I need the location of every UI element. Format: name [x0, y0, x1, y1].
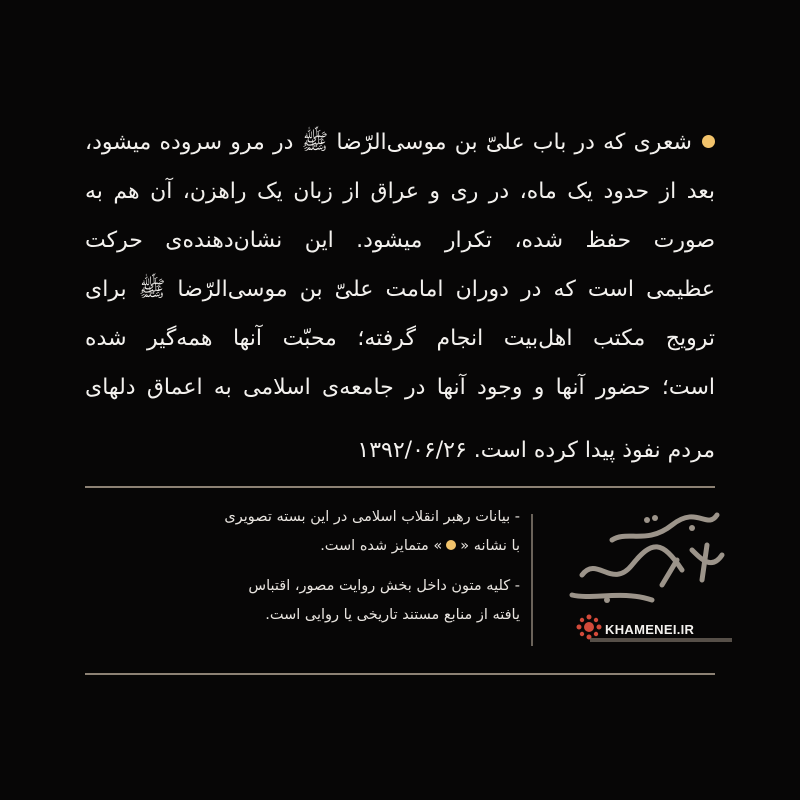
top-divider	[85, 486, 715, 488]
site-label: KHAMENEI.IR	[605, 622, 695, 637]
quote-line-7: مردم نفوذ پیدا کرده است. ۱۳۹۲/۰۶/۲۶	[357, 438, 715, 463]
quote-line-3: صورت حفظ شده، تکرار میشود. این نشان‌دهنده‌ی حرکت	[85, 228, 715, 253]
vertical-divider	[531, 514, 533, 646]
quote-line-5: ترویج مکتب اهل‌بیت انجام گرفته؛ محبّت آنها همه‌گیر شده	[85, 326, 715, 351]
quote-line-1-text: شعری که در باب علیّ بن موسی‌الرّضا ﷺ در مرو سروده میشود،	[85, 130, 692, 155]
logo-subline	[590, 638, 732, 642]
bottom-divider	[85, 673, 715, 675]
note-1-marker-after: » متمایز شده است.	[320, 538, 443, 554]
quote-line-1	[85, 118, 715, 167]
quote-line-4: عظیمی است که در دوران امامت علیّ بن موسی‌الرّضا ﷺ برای	[85, 277, 715, 302]
note-1-marker-before: با نشانه «	[460, 538, 520, 554]
marker-dot-icon	[446, 540, 456, 550]
bullet-icon	[702, 135, 715, 148]
calligraphy-logo-icon	[552, 500, 732, 620]
notes-block	[220, 503, 520, 641]
quote-line-6: است؛ حضور آنها و وجود آنها در جامعه‌ی اسلامی به اعماق دلهای	[85, 375, 715, 400]
quote-block	[85, 118, 715, 475]
note-1	[220, 503, 520, 561]
quote-line-2: بعد از حدود یک ماه، در ری و عراق از زبان یک راهزن، آن هم به	[85, 179, 715, 204]
note-2: - کلیه متون داخل بخش روایت مصور، اقتباس یافته از منابع مستند تاریخی یا روایی است.	[248, 578, 520, 623]
note-1-text: - بیانات رهبر انقلاب اسلامی در این بسته تصویری	[224, 509, 520, 525]
sun-emblem-icon	[575, 613, 603, 641]
